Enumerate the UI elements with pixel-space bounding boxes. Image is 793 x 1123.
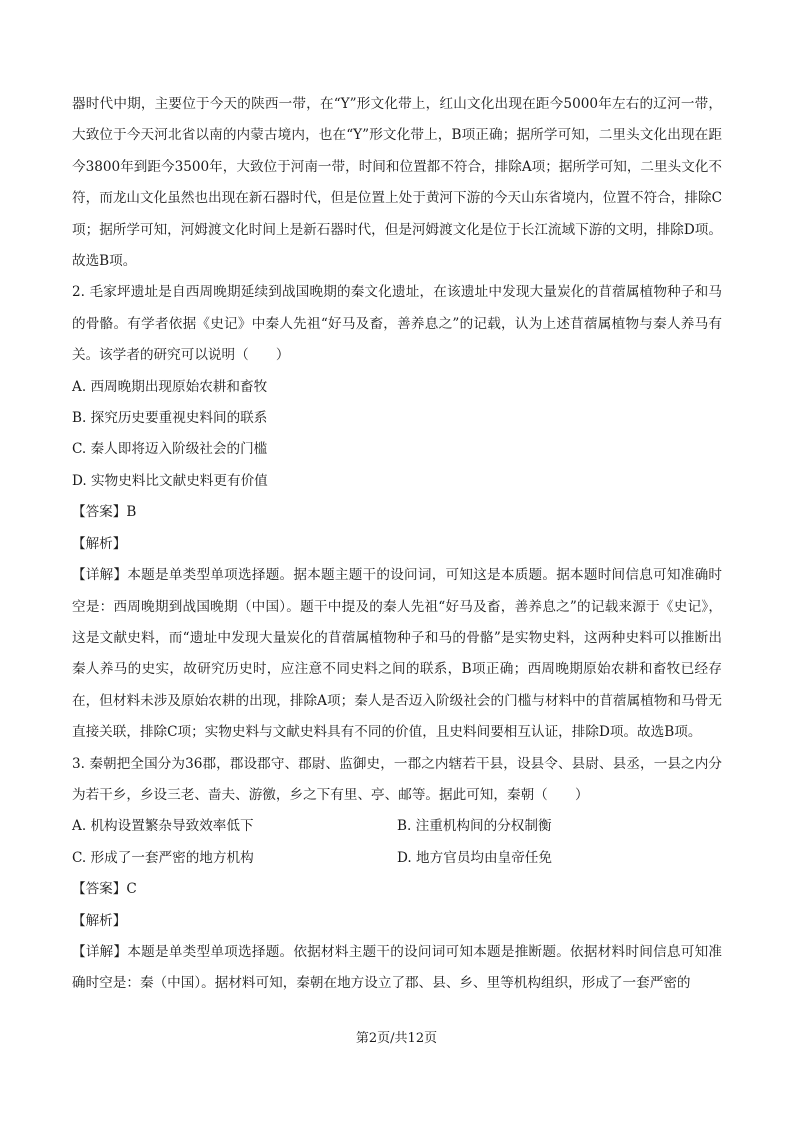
question-2-analysis-label: 【解析】 — [72, 535, 127, 552]
question-2-option-a: A. 西周晚期出现原始农耕和畜牧 — [72, 378, 268, 395]
question-3-stem: 3. 秦朝把全国分为36郡，郡设郡守、郡尉、监御史，一郡之内辖若干县，设县令、县尉、县丞，一县之内分为若干乡，乡设三老、啬夫、游徼，乡之下有里、亭、邮等。据此可知，秦朝（ ） — [72, 755, 722, 803]
question-3-options-row-2 — [72, 843, 722, 874]
q1-explanation-continuation: 器时代中期，主要位于今天的陕西一带，在“Y”形文化带上，红山文化出现在距今5000年左右的辽河一带，大致位于今天河北省以南的内蒙古境内，也在“Y”形文化带上，B项正确；据所学可知，二里头文化出现在距今3800年到距今3500年，大致位于河南一带，时间和位置都不符合，排除A项；据所学可知，二里头文化不符，而龙山文化虽然也出现在新石器时代，但是位置上处于黄河下游的今天山东省境内，位置不符合，排除C项；据所学可知，河姆渡文化时间上是新石器时代，但是河姆渡文化是位于长江流域下游的文明，排除D项。故选B项。 — [72, 96, 722, 270]
question-2-option-c: C. 秦人即将迈入阶级社会的门槛 — [72, 441, 268, 458]
question-2-option-d: D. 实物史料比文献史料更有价值 — [72, 472, 268, 489]
question-3 — [72, 749, 722, 1000]
question-3-answer: 【答案】C — [72, 881, 137, 898]
question-3-detail: 【详解】本题是单类型单项选择题。依据材料主题干的设问词可知本题是推断题。依据材料时间信息可知准确时空是：秦（中国）。据材料可知，秦朝在地方设立了郡、县、乡、里等机构组织，形成了一套严密的 — [72, 943, 722, 992]
question-3-option-d: D. 地方官员均由皇帝任免 — [397, 849, 552, 866]
question-3-option-a: A. 机构设置繁杂导致效率低下 — [72, 818, 254, 835]
question-2-detail: 【详解】本题是单类型单项选择题。据本题主题干的设问词，可知这是本质题。据本题时间信息可知准确时空是：西周晚期到战国晚期（中国）。题干中提及的秦人先祖“好马及畜，善养息之”的记载来源于《史记》，这是文献史料，而“遗址中发现大量炭化的苜蓿属植物种子和马的骨骼”是实物史料，这两种史料可以推断出秦人养马的史实，故研究历史时，应注意不同史料之间的联系，B项正确；西周晚期原始农耕和畜牧已经存在，但材料未涉及原始农耕的出现，排除A项；秦人是否迈入阶级社会的门槛与材料中的苜蓿属植物和马骨无直接关联，排除C项；实物史料与文献史料具有不同的价值，且史料间要相互认证，排除D项。故选B项。 — [72, 567, 722, 741]
question-3-option-c: C. 形成了一套严密的地方机构 — [72, 849, 254, 866]
question-3-option-b: B. 注重机构间的分权制衡 — [397, 818, 552, 835]
question-3-analysis-label: 【解析】 — [72, 912, 127, 929]
question-2 — [72, 277, 722, 748]
page-number-footer: 第2页/共12页 — [355, 1031, 438, 1046]
question-2-option-b: B. 探究历史要重视史料间的联系 — [72, 410, 268, 427]
question-3-options-row-1 — [72, 811, 722, 842]
question-2-answer: 【答案】B — [72, 504, 137, 521]
page-content — [72, 89, 722, 1000]
question-2-stem: 2. 毛家坪遗址是自西周晚期延续到战国晚期的秦文化遗址，在该遗址中发现大量炭化的苜蓿属植物种子和马的骨骼。有学者依据《史记》中秦人先祖“好马及畜，善养息之”的记载，认为上述苜蓿属植物与秦人养马有关。该学者的研究可以说明（ ） — [72, 284, 722, 364]
